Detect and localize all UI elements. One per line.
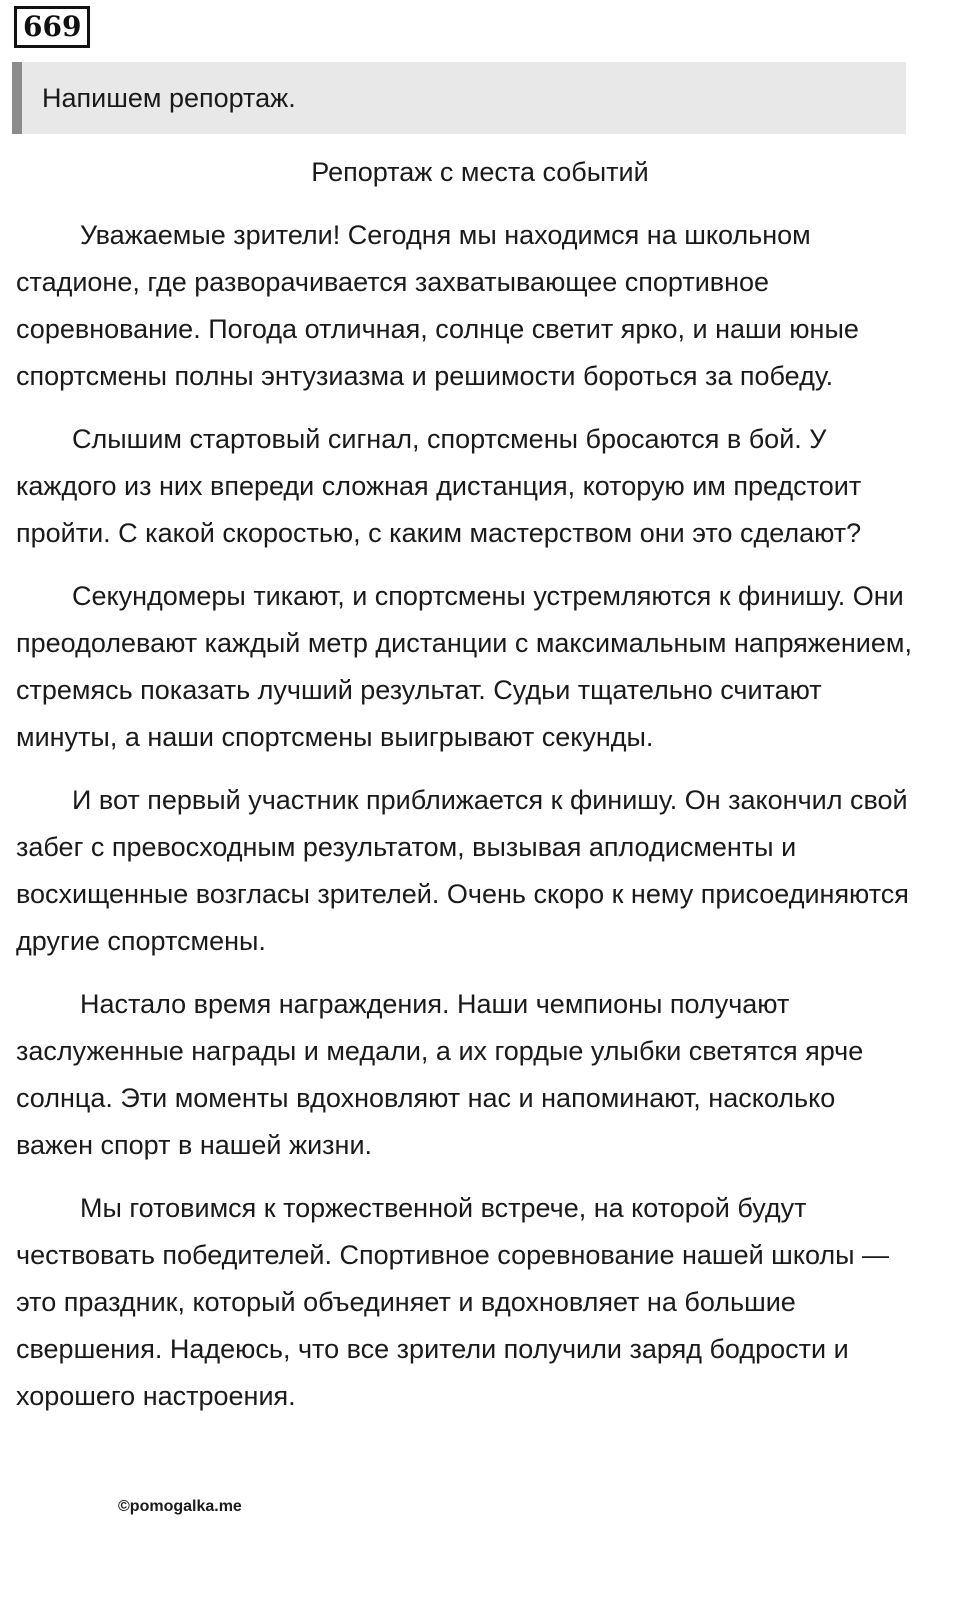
prompt-bar — [12, 62, 906, 134]
paragraph: Настало время награждения. Наши чемпионы получают заслуженные награды и медали, а их гордые улыбки светятся ярче солнца. Эти моменты вдохновляют нас и напоминают, насколько важен спорт в нашей жизни. — [16, 989, 864, 1160]
prompt-text: Напишем репортаж. — [42, 83, 296, 113]
paragraph: Слышим стартовый сигнал, спортсмены бросаются в бой. У каждого из них впереди сложная дистанция, которую им предстоит пройти. С какой скоростью, с каким мастерством они это сделают? — [16, 424, 862, 548]
paragraph: Мы готовимся к торжественной встрече, на которой будут чествовать победителей. Спортивное соревнование нашей школы — это праздник, который объединяет и вдохновляет на большие свершения. Надеюсь, что все зрители получили заряд бодрости и хорошего настроения. — [16, 1193, 890, 1411]
task-number: 669 — [14, 6, 90, 48]
document-title: Репортаж с места событий — [311, 157, 649, 187]
paragraph: Секундомеры тикают, и спортсмены устремляются к финишу. Они преодолевают каждый метр дистанции с максимальным напряжением, стремясь показать лучший результат. Судьи тщательно считают минуты, а наши спортсмены выигрывают секунды. — [16, 581, 912, 752]
paragraph: Уважаемые зрители! Сегодня мы находимся на школьном стадионе, где разворачивается захватывающее спортивное соревнование. Погода отличная, солнце светит ярко, и наши юные спортсмены полны энтузиазма и решимости бороться за победу. — [16, 220, 859, 391]
paragraph: И вот первый участник приближается к финишу. Он закончил свой забег с превосходным результатом, вызывая аплодисменты и восхищенные возгласы зрителей. Очень скоро к нему присоединяются другие спортсмены. — [16, 785, 909, 956]
report-body — [16, 212, 916, 1436]
watermark: ©pomogalka.me — [118, 1498, 242, 1515]
